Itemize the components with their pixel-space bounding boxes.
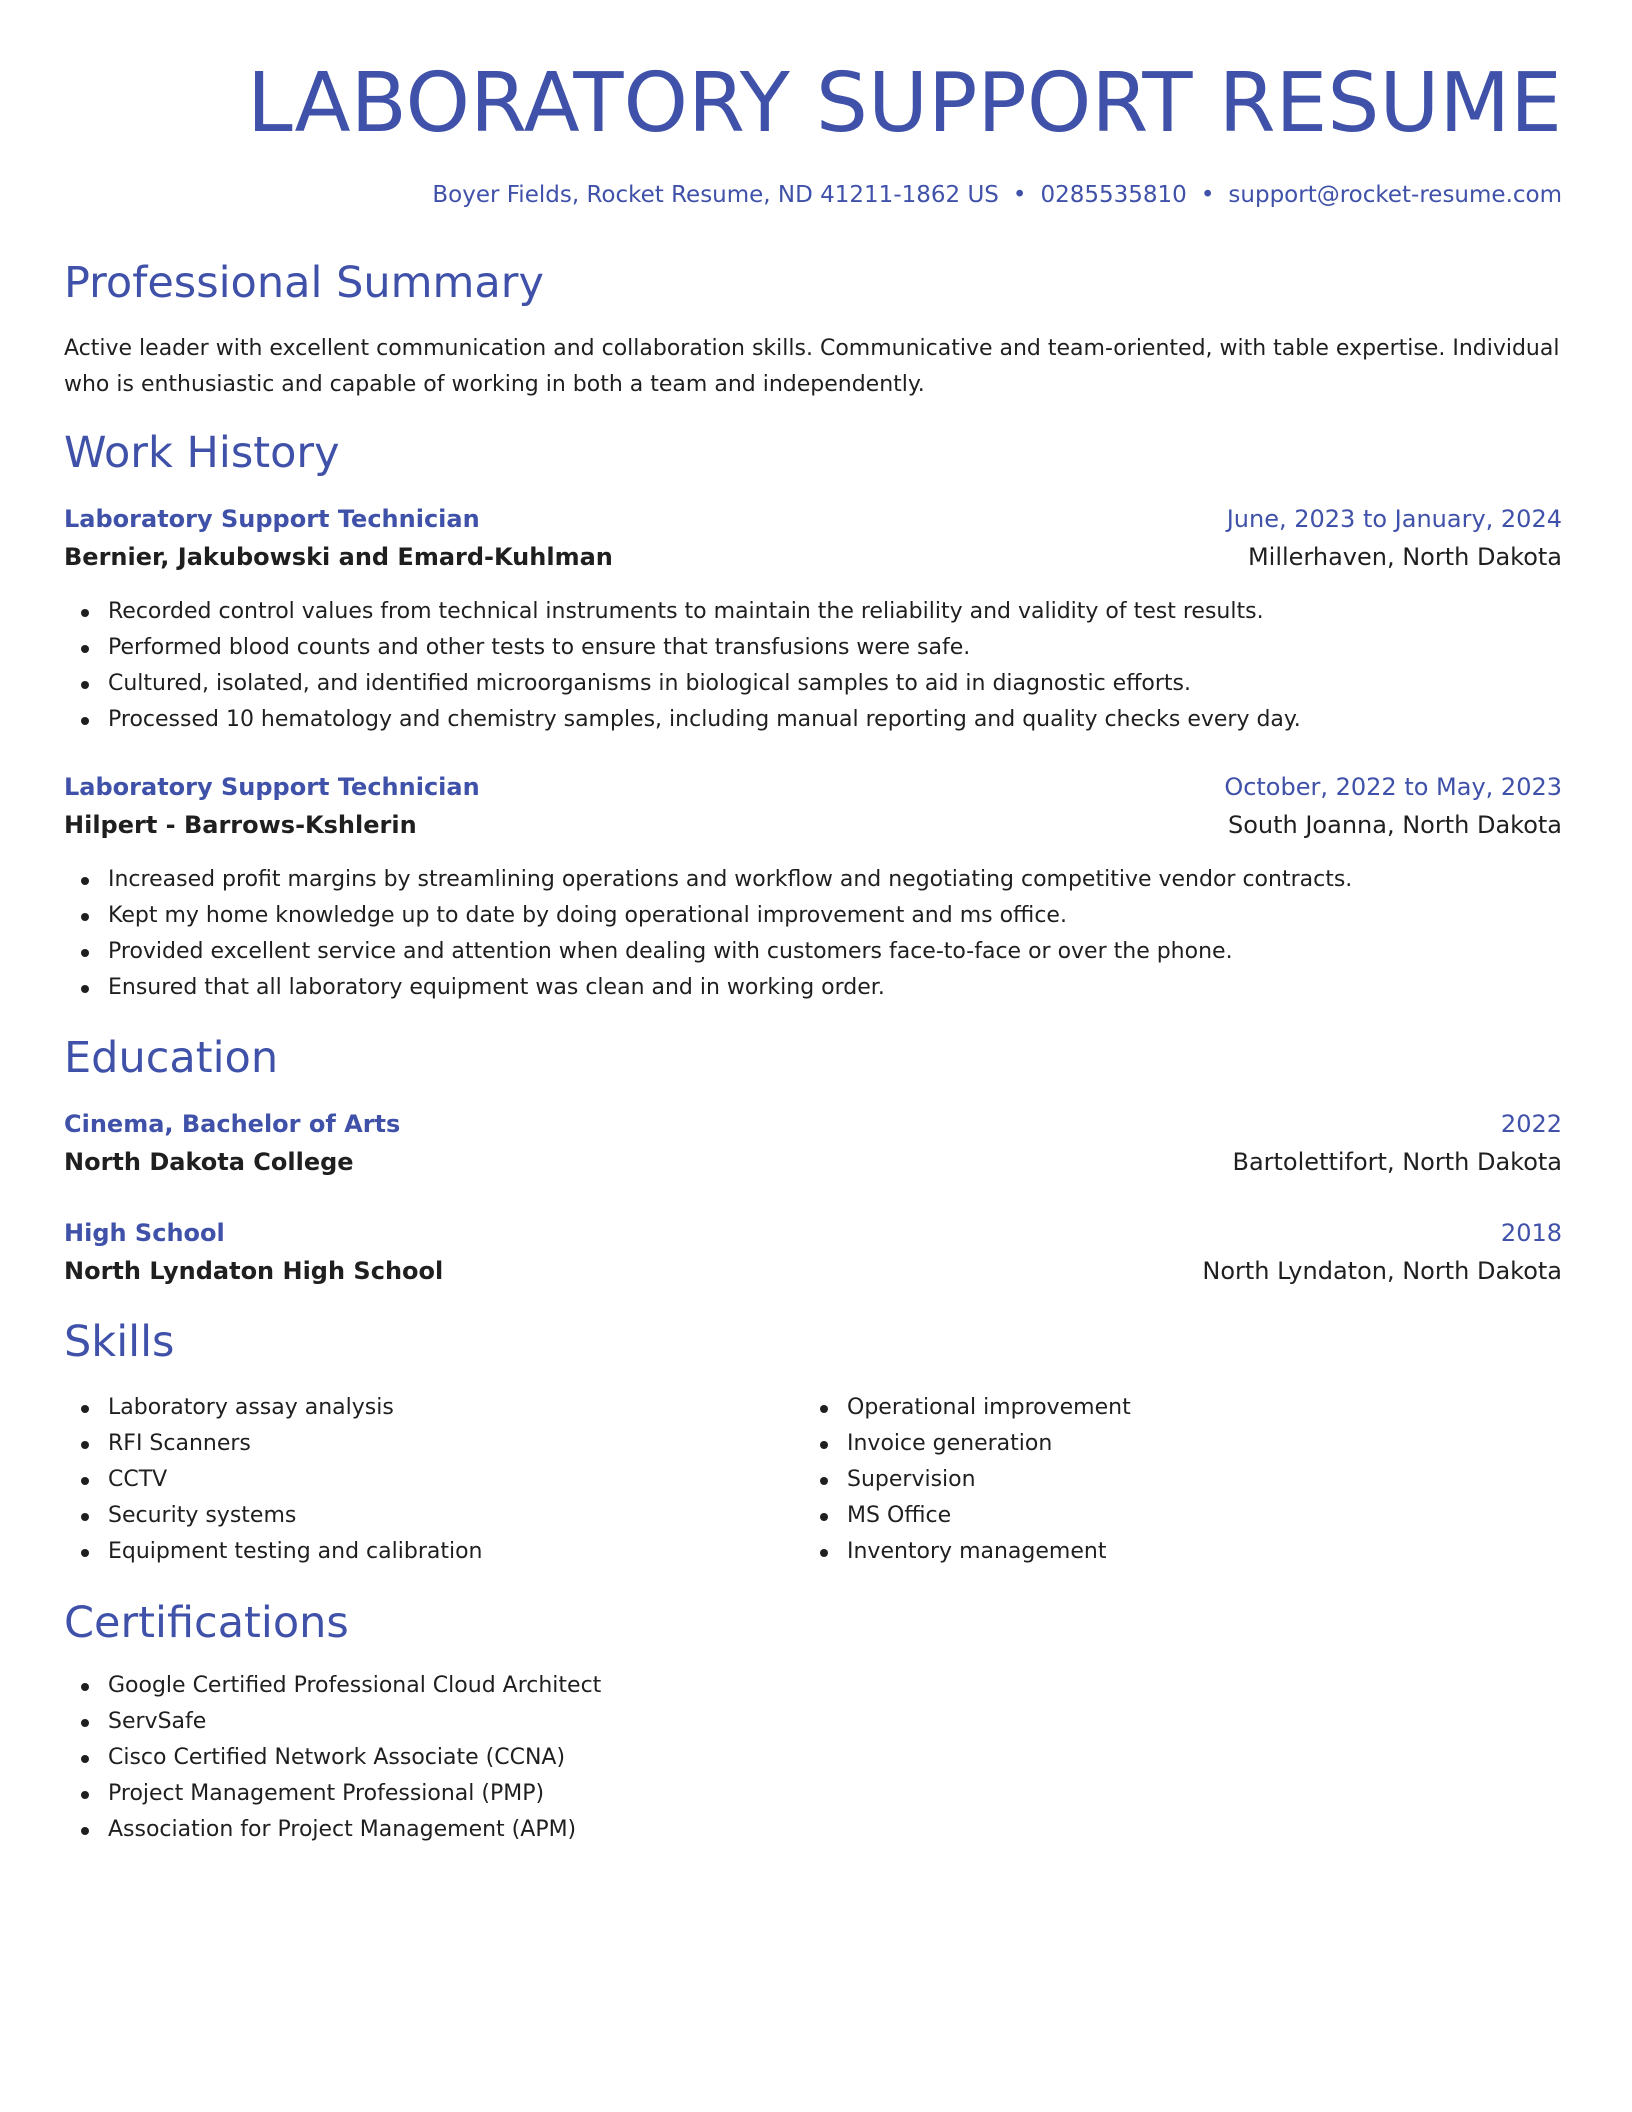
education-location: North Lyndaton, North Dakota	[1202, 1257, 1562, 1285]
certification-item: Association for Project Management (APM)	[64, 1812, 601, 1848]
certification-item: ServSafe	[64, 1704, 601, 1740]
skill-item: Security systems	[64, 1498, 483, 1534]
skills-heading: Skills	[64, 1317, 175, 1367]
skill-item: RFI Scanners	[64, 1426, 483, 1462]
skill-item: Supervision	[803, 1462, 1131, 1498]
education-heading: Education	[64, 1033, 279, 1083]
job-bullet-list	[64, 862, 1352, 1006]
job-bullet: Cultured, isolated, and identified microorganisms in biological samples to aid in diagnostic efforts.	[64, 666, 1301, 702]
education-school: North Lyndaton High School	[64, 1257, 444, 1285]
resume-page	[64, 0, 1562, 1842]
job-dates: June, 2023 to January, 2024	[1226, 505, 1562, 533]
job-location: South Joanna, North Dakota	[1227, 811, 1562, 839]
skill-item: CCTV	[64, 1462, 483, 1498]
contact-phone: 0285535810	[1040, 182, 1187, 208]
skills-list-left	[64, 1390, 483, 1570]
job-company-row	[64, 543, 1562, 571]
certifications-heading: Certifications	[64, 1598, 349, 1648]
education-location: Bartolettifort, North Dakota	[1232, 1148, 1562, 1176]
education-degree: High School	[64, 1219, 225, 1247]
job-bullet: Ensured that all laboratory equipment was clean and in working order.	[64, 970, 1352, 1006]
skill-item: Operational improvement	[803, 1390, 1131, 1426]
job-title: Laboratory Support Technician	[64, 505, 480, 533]
job-company: Hilpert - Barrows-Kshlerin	[64, 811, 417, 839]
education-school-row	[64, 1148, 1562, 1176]
job-bullet: Provided excellent service and attention when dealing with customers face-to-face or over the phone.	[64, 934, 1352, 970]
contact-address: Boyer Fields, Rocket Resume, ND 41211-1862 US	[432, 182, 999, 208]
skill-item: MS Office	[803, 1498, 1131, 1534]
education-degree-row	[64, 1219, 1562, 1247]
job-bullet-list	[64, 594, 1301, 738]
skill-item: Equipment testing and calibration	[64, 1534, 483, 1570]
summary-heading: Professional Summary	[64, 258, 544, 308]
education-degree: Cinema, Bachelor of Arts	[64, 1110, 401, 1138]
job-bullet: Recorded control values from technical instruments to maintain the reliability and validity of test results.	[64, 594, 1301, 630]
contact-email[interactable]: support@rocket-resume.com	[1228, 182, 1562, 208]
job-title-row	[64, 505, 1562, 533]
skill-item: Laboratory assay analysis	[64, 1390, 483, 1426]
job-company: Bernier, Jakubowski and Emard-Kuhlman	[64, 543, 613, 571]
education-school-row	[64, 1257, 1562, 1285]
education-school: North Dakota College	[64, 1148, 354, 1176]
job-bullet: Kept my home knowledge up to date by doing operational improvement and ms office.	[64, 898, 1352, 934]
certification-item: Google Certified Professional Cloud Architect	[64, 1668, 601, 1704]
job-location: Millerhaven, North Dakota	[1247, 543, 1562, 571]
resume-title: LABORATORY SUPPORT RESUME	[246, 56, 1562, 151]
job-bullet: Increased profit margins by streamlining operations and workflow and negotiating competitive vendor contracts.	[64, 862, 1352, 898]
skills-list-right	[803, 1390, 1131, 1570]
certification-item: Cisco Certified Network Associate (CCNA)	[64, 1740, 601, 1776]
work-history-heading: Work History	[64, 428, 340, 478]
contact-separator: •	[1200, 182, 1215, 208]
job-title: Laboratory Support Technician	[64, 773, 480, 801]
education-year: 2022	[1500, 1110, 1562, 1138]
certifications-list	[64, 1668, 601, 1848]
certification-item: Project Management Professional (PMP)	[64, 1776, 601, 1812]
skill-item: Inventory management	[803, 1534, 1131, 1570]
contact-separator: •	[1012, 182, 1027, 208]
job-dates: October, 2022 to May, 2023	[1224, 773, 1562, 801]
education-degree-row	[64, 1110, 1562, 1138]
skill-item: Invoice generation	[803, 1426, 1131, 1462]
job-bullet: Processed 10 hematology and chemistry samples, including manual reporting and quality checks every day.	[64, 702, 1301, 738]
summary-text: Active leader with excellent communication and collaboration skills. Communicative and team-oriented, with table expertise. Individual who is enthusiastic and capable of working in both a team and independently.	[64, 336, 1560, 397]
contact-line	[64, 182, 1562, 208]
job-company-row	[64, 811, 1562, 839]
job-title-row	[64, 773, 1562, 801]
education-year: 2018	[1500, 1219, 1562, 1247]
job-bullet: Performed blood counts and other tests to ensure that transfusions were safe.	[64, 630, 1301, 666]
